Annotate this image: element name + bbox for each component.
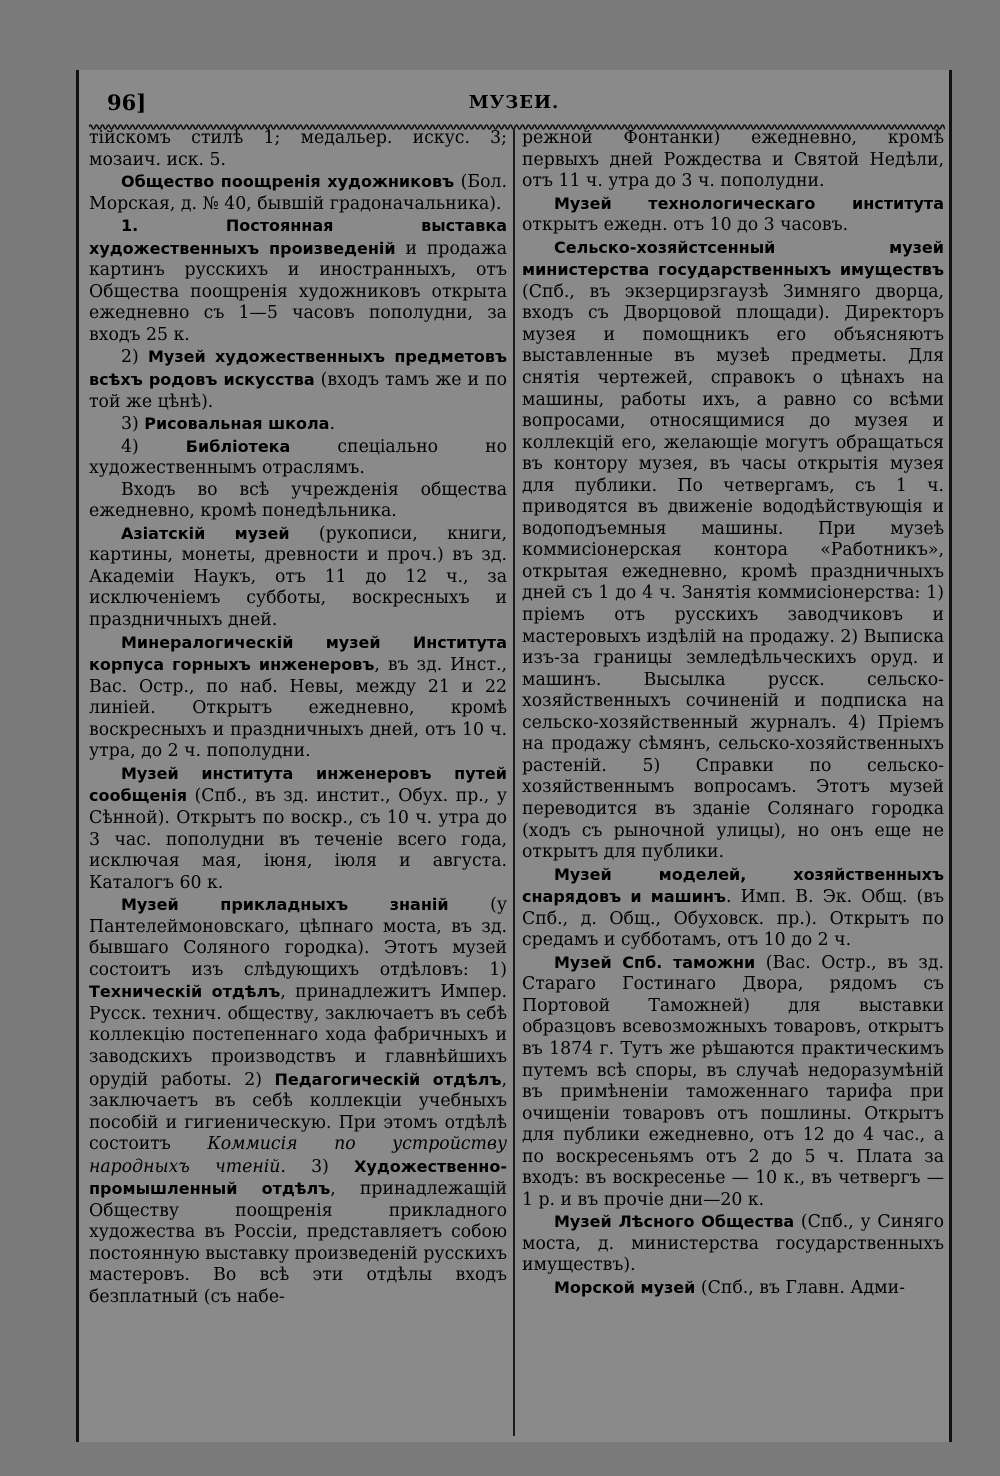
entry-heading: Минералогическій музей Института корпуса горныхъ инженеровъ bbox=[89, 632, 507, 675]
body-text: 2) bbox=[121, 347, 148, 368]
body-text: . bbox=[329, 414, 335, 435]
left-column-paragraph bbox=[89, 480, 507, 523]
left-column-paragraph bbox=[89, 632, 507, 763]
entry-heading: Музей Лѣсного Общества bbox=[554, 1212, 795, 1232]
entry-heading: Сельско-хозяйстсенный музей министерства государственныхъ имуществъ bbox=[522, 237, 944, 280]
entry-heading: Рисовальная школа bbox=[144, 414, 330, 434]
body-text: Входъ во всѣ учрежденія общества ежедневно, кромѣ понедѣльника. bbox=[89, 479, 507, 522]
entry-heading: Общество поощренія художниковъ bbox=[121, 172, 455, 192]
entry-heading: Музей прикладныхъ знаній bbox=[121, 895, 449, 915]
left-column-paragraph bbox=[89, 894, 507, 1308]
body-text: (Спб., въ Главн. Адми- bbox=[695, 1277, 905, 1298]
left-column-paragraph bbox=[89, 436, 507, 480]
right-column-paragraph bbox=[522, 237, 944, 864]
body-text: тійскомъ стилѣ 1; медальер. искус. 3; мозаич. иск. 5. bbox=[89, 128, 507, 170]
left-column-paragraph bbox=[89, 763, 507, 894]
entry-heading: Библіотека bbox=[185, 436, 291, 456]
left-column-paragraph bbox=[89, 171, 507, 215]
entry-heading: Музей Спб. таможни bbox=[554, 952, 756, 972]
body-text: , въ зд. Инст., Вас. Остр., по наб. Невы, между 21 и 22 линіей. Открытъ ежедневно, кромѣ воскресныхъ и праздничныхъ дней, отъ 10 ч. утра, до 2 ч. пополудни. bbox=[89, 655, 507, 762]
body-text: (рукописи, книги, картины, монеты, древности и проч.) въ зд. Академіи Наукъ, отъ 11 до 12 ч., за исключеніемъ субботы, воскресныхъ и праздничныхъ дней. bbox=[89, 523, 507, 631]
body-text: , принадлежитъ Импер. Русск. технич. обществу, заключаетъ въ себѣ коллекцію постепеннаго хода фабричныхъ и заводскихъ производствъ и главнѣйшихъ орудій работы. 2) bbox=[89, 982, 508, 1090]
body-text: 4) bbox=[121, 436, 186, 457]
running-title: МУЗЕИ. bbox=[468, 92, 560, 113]
entry-heading: Художественно-промышленный отдѣлъ bbox=[89, 1156, 507, 1199]
body-text: , принадлежащій Обществу поощренія прикладного художества въ Россіи, представляетъ собою постоянную выставку произведеній русскихъ мастеровъ. Во всѣ эти отдѣлы входъ безплатный (съ набе- bbox=[89, 1179, 507, 1307]
body-text: , заключаетъ въ себѣ коллекціи учебныхъ пособій и гигиеническую. При этомъ отдѣлѣ состоитъ bbox=[89, 1069, 507, 1155]
right-column bbox=[522, 128, 944, 1300]
right-column-paragraph bbox=[522, 128, 944, 193]
body-text: . Имп. В. Эк. Общ. (въ Спб., д. Общ., Обуховск. пр.). Открытъ по средамъ и субботамъ, отъ 10 до 2 ч. bbox=[522, 887, 944, 951]
entry-heading: Педагогическій отдѣлъ bbox=[274, 1069, 502, 1089]
body-text: (Спб., въ зд. инстит., Обух. пр., у Сѣнной). Открытъ по воскр., съ 10 ч. утра до 3 час. пополудни въ теченіе всего года, исключая мая, іюня, іюля и августа. Каталогъ 60 к. bbox=[89, 786, 507, 893]
entry-heading: Музей технологическаго института bbox=[554, 193, 944, 213]
left-column-paragraph bbox=[89, 346, 507, 413]
body-text: (у Пантелеймоновскаго, цѣпнаго моста, въ зд. бывшаго Соляного городка). Этотъ музей состоитъ изъ слѣдующихъ отдѣловъ: 1) bbox=[89, 895, 507, 980]
body-text: (Спб., у Синяго моста, д. министерства государственныхъ имуществъ). bbox=[522, 1212, 944, 1276]
body-text: 3) bbox=[285, 1156, 355, 1177]
body-text: (Вас. Остр., въ зд. Стараго Гостинаго Двора, рядомъ съ Портовой Таможней) для выставки образцовъ всевозможныхъ товаровъ, открытъ въ 1874 г. Тутъ же рѣшаются практическимъ путемъ всѣ споры, въ случаѣ недоразумѣній въ примѣненіи таможеннаго тарифа при очищеніи товаровъ отъ пошлины. Открытъ для публики ежедневно, отъ 12 до 4 час., а по воскресеньямъ отъ 2 до 5 ч. Плата за входъ: въ воскресенье — 10 к., въ четвергъ — 1 р. и въ прочіе дни—20 к. bbox=[522, 952, 944, 1210]
book-page bbox=[76, 70, 952, 1442]
body-text: открытъ ежедн. отъ 10 до 3 часовъ. bbox=[522, 215, 849, 236]
body-text: (Спб., въ экзерцирзгаузѣ Зимняго дворца, входъ съ Дворцовой площади). Директоръ музея и помощникъ его объясняютъ выставленные въ музеѣ предметы. Для снятія чертежей, справокъ о цѣнахъ на машины, работы ихъ, а равно со всѣми вопросами, относящимися до музея и коллекцій его, желающіе могутъ обращаться въ контору музея, въ часы открытія музея для публики. По четвергамъ, съ 1 ч. приводятся въ движеніе вододѣйствующія и водоподъемныя машины. При музеѣ коммисіонерская контора «Работникъ», открытая ежедневно, кромѣ праздничныхъ дней съ 1 до 4 ч. Занятія коммисіонерства: 1) пріемъ отъ русскихъ заводчиковъ и мастеровыхъ издѣлій на продажу. 2) Выписка изъ-за границы земледѣльческихъ оруд. и машинъ. Высылка русск. сельско-хозяйственныхъ сочиненій и подписка на сельско-хозяйственный журналъ. 4) Пріемъ на продажу сѣмянъ, сельско-хозяйственныхъ растеній. 5) Справки по сельско-хозяйственнымъ вопросамъ. Этотъ музей переводится въ зданіе Солянаго городка (ходъ съ рыночной улицы), но онъ еще не открытъ для публики. bbox=[522, 281, 944, 863]
body-text: 3) bbox=[121, 414, 145, 435]
italic-text: Коммисія по устройству народныхъ чтеній. bbox=[89, 1134, 507, 1177]
entry-heading: 1. Постоянная выставка художественныхъ произведеній bbox=[89, 216, 507, 258]
entry-heading: Музей моделей, хозяйственныхъ снарядовъ и машинъ bbox=[522, 864, 944, 907]
right-column-paragraph bbox=[522, 1211, 944, 1277]
left-column-paragraph bbox=[89, 128, 507, 171]
column-divider bbox=[513, 128, 515, 1436]
left-column-paragraph bbox=[89, 413, 507, 436]
entry-heading: Азіатскій музей bbox=[121, 523, 290, 543]
page-number: 96] bbox=[107, 90, 147, 115]
body-text: спеціально но художественнымъ отраслямъ. bbox=[89, 436, 508, 479]
right-column-paragraph bbox=[522, 864, 944, 952]
left-column-paragraph bbox=[89, 523, 507, 632]
entry-heading: Музей художественныхъ предметовъ всѣхъ родовъ искусства bbox=[89, 347, 507, 390]
body-text: (входъ тамъ же и по той же цѣнѣ). bbox=[89, 370, 507, 412]
left-column-paragraph bbox=[89, 215, 507, 346]
entry-heading: Техническій отдѣлъ bbox=[89, 982, 281, 1002]
entry-heading: Музей института инженеровъ путей сообщенія bbox=[89, 763, 507, 806]
page-header bbox=[79, 80, 949, 120]
right-column-paragraph bbox=[522, 952, 944, 1212]
left-column bbox=[89, 128, 507, 1309]
body-text: режной Фонтанки) ежедневно, кромѣ первыхъ дней Рождества и Святой Недѣли, отъ 11 ч. утра до 3 ч. пополудни. bbox=[522, 128, 944, 192]
body-text: и продажа картинъ русскихъ и иностранныхъ, отъ Общества поощренія художниковъ открыта ежедневно съ 1—5 часовъ пополудни, за входъ 25 к. bbox=[89, 238, 508, 345]
body-text: (Бол. Морская, д. № 40, бывшій градоначальника). bbox=[89, 172, 508, 214]
entry-heading: Морской музей bbox=[554, 1277, 696, 1297]
right-column-paragraph bbox=[522, 193, 944, 237]
right-column-paragraph bbox=[522, 1277, 944, 1300]
